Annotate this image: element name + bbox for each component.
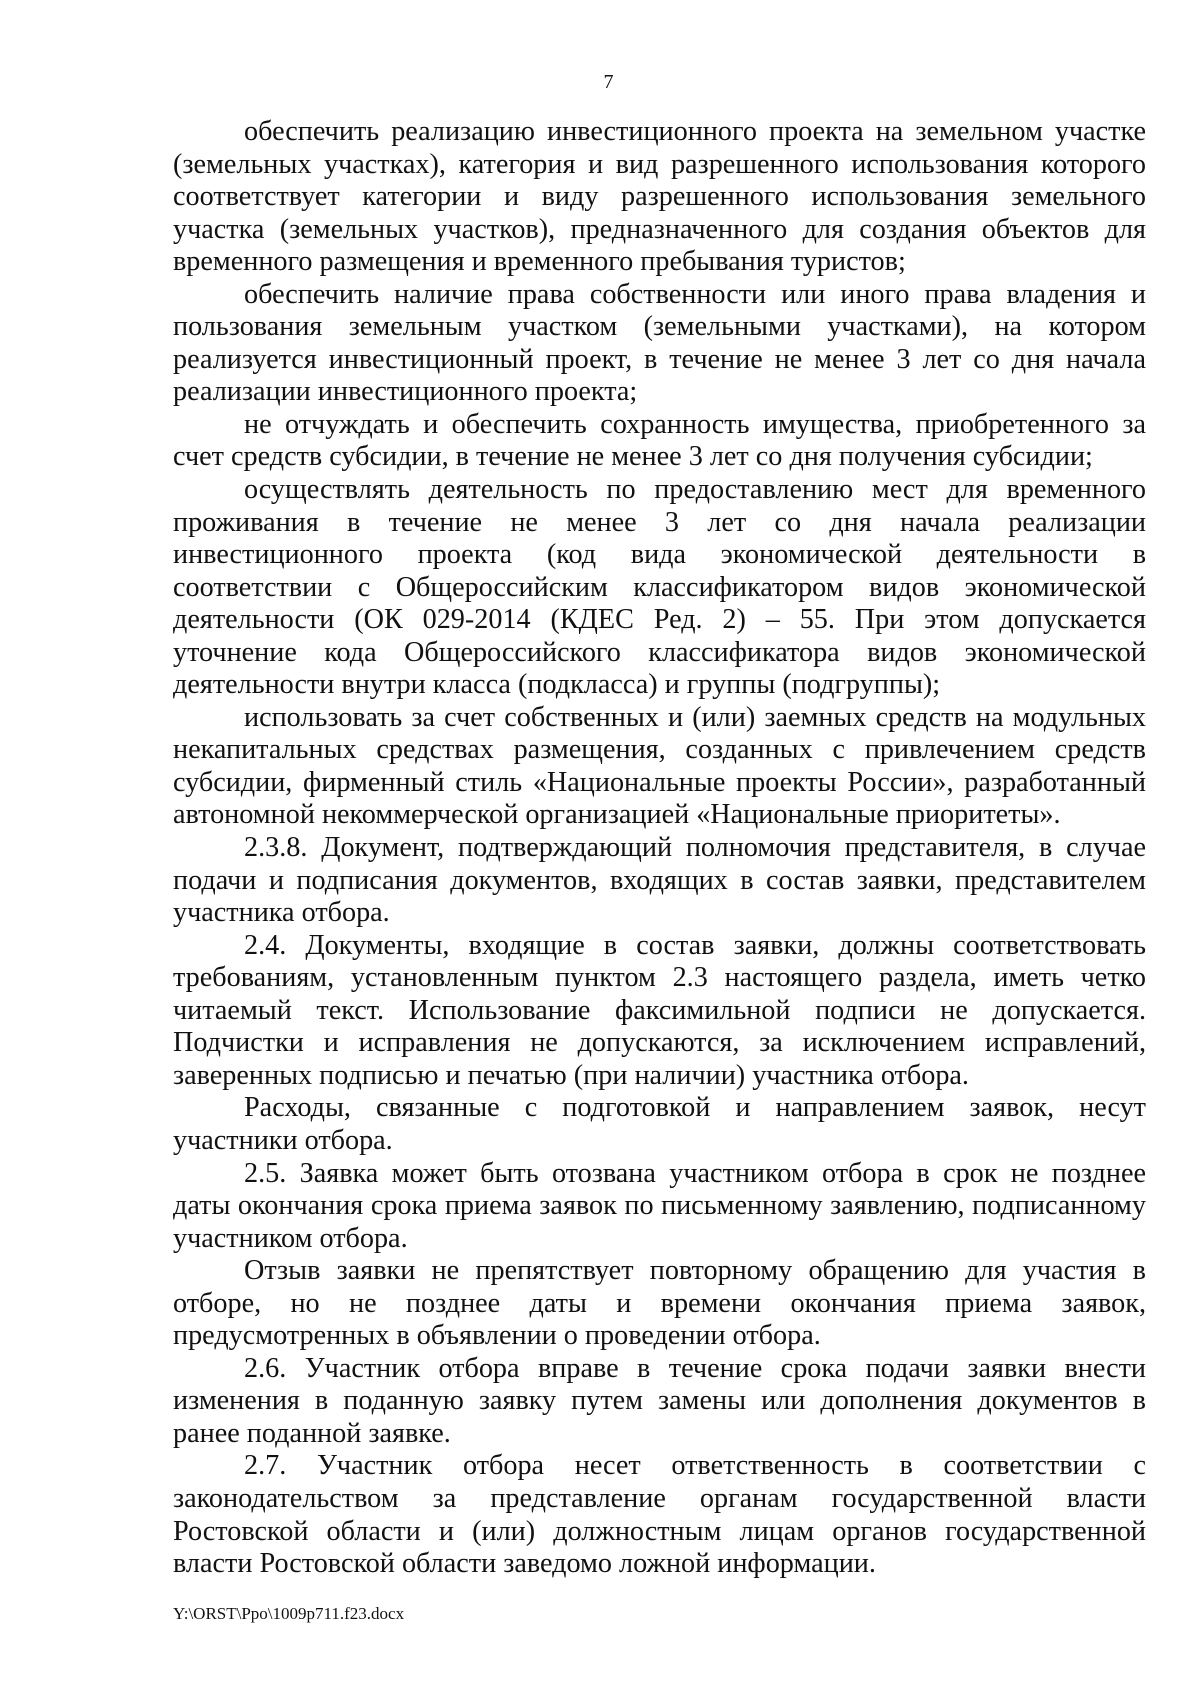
paragraph: осуществлять деятельность по предоставлению мест для временного проживания в течение не менее 3 лет со дня начала реализации инвестиционного проекта (код вида экономической деятельности в соответствии с Общероссийским классификатором видов экономической деятельности (ОК 029-2014 (КДЕС Ред. 2) – 55. При этом допускается уточнение кода Общероссийского классификатора видов экономической деятельности внутри класса (подкласса) и группы (подгруппы); [173, 474, 1146, 701]
footer-file-path: Y:\ORST\Ppo\1009p711.f23.docx [173, 1604, 405, 1623]
paragraph: обеспечить реализацию инвестиционного проекта на земельном участке (земельных участках), категория и вид разрешенного использования которого соответствует категории и виду разрешенного использования земельного участка (земельных участков), предназначенного для создания объектов для временного размещения и временного пребывания туристов; [173, 116, 1146, 278]
paragraph: не отчуждать и обеспечить сохранность имущества, приобретенного за счет средств субсидии, в течение не менее 3 лет со дня получения субсидии; [173, 408, 1146, 473]
paragraph: 2.6. Участник отбора вправе в течение срока подачи заявки внести изменения в поданную заявку путем замены или дополнения документов в ранее поданной заявке. [173, 1352, 1146, 1449]
paragraph: 2.5. Заявка может быть отозвана участником отбора в срок не позднее даты окончания срока приема заявок по письменному заявлению, подписанному участником отбора. [173, 1157, 1146, 1254]
paragraph: 2.4. Документы, входящие в состав заявки, должны соответствовать требованиям, установленным пунктом 2.3 настоящего раздела, иметь четко читаемый текст. Использование факсимильной подписи не допускается. Подчистки и исправления не допускаются, за исключением исправлений, заверенных подписью и печатью (при наличии) участника отбора. [173, 929, 1146, 1091]
paragraph: 2.7. Участник отбора несет ответственность в соответствии с законодательством за представление органам государственной власти Ростовской области и (или) должностным лицам органов государственной власти Ростовской области заведомо ложной информации. [173, 1450, 1146, 1580]
paragraph: использовать за счет собственных и (или) заемных средств на модульных некапитальных средствах размещения, созданных с привлечением средств субсидии, фирменный стиль «Национальные проекты России», разработанный автономной некоммерческой организацией «Национальные приоритеты». [173, 701, 1146, 831]
document-body [173, 116, 1146, 1581]
paragraph: обеспечить наличие права собственности или иного права владения и пользования земельным участком (земельными участками), на котором реализуется инвестиционный проект, в течение не менее 3 лет со дня начала реализации инвестиционного проекта; [173, 278, 1146, 408]
paragraph: 2.3.8. Документ, подтверждающий полномочия представителя, в случае подачи и подписания документов, входящих в состав заявки, представителем участника отбора. [173, 832, 1146, 929]
page-number: 7 [603, 71, 614, 93]
paragraph: Отзыв заявки не препятствует повторному обращению для участия в отборе, но не позднее даты и времени окончания приема заявок, предусмотренных в объявлении о проведении отбора. [173, 1255, 1146, 1352]
paragraph: Расходы, связанные с подготовкой и направлением заявок, несут участники отбора. [173, 1092, 1146, 1156]
